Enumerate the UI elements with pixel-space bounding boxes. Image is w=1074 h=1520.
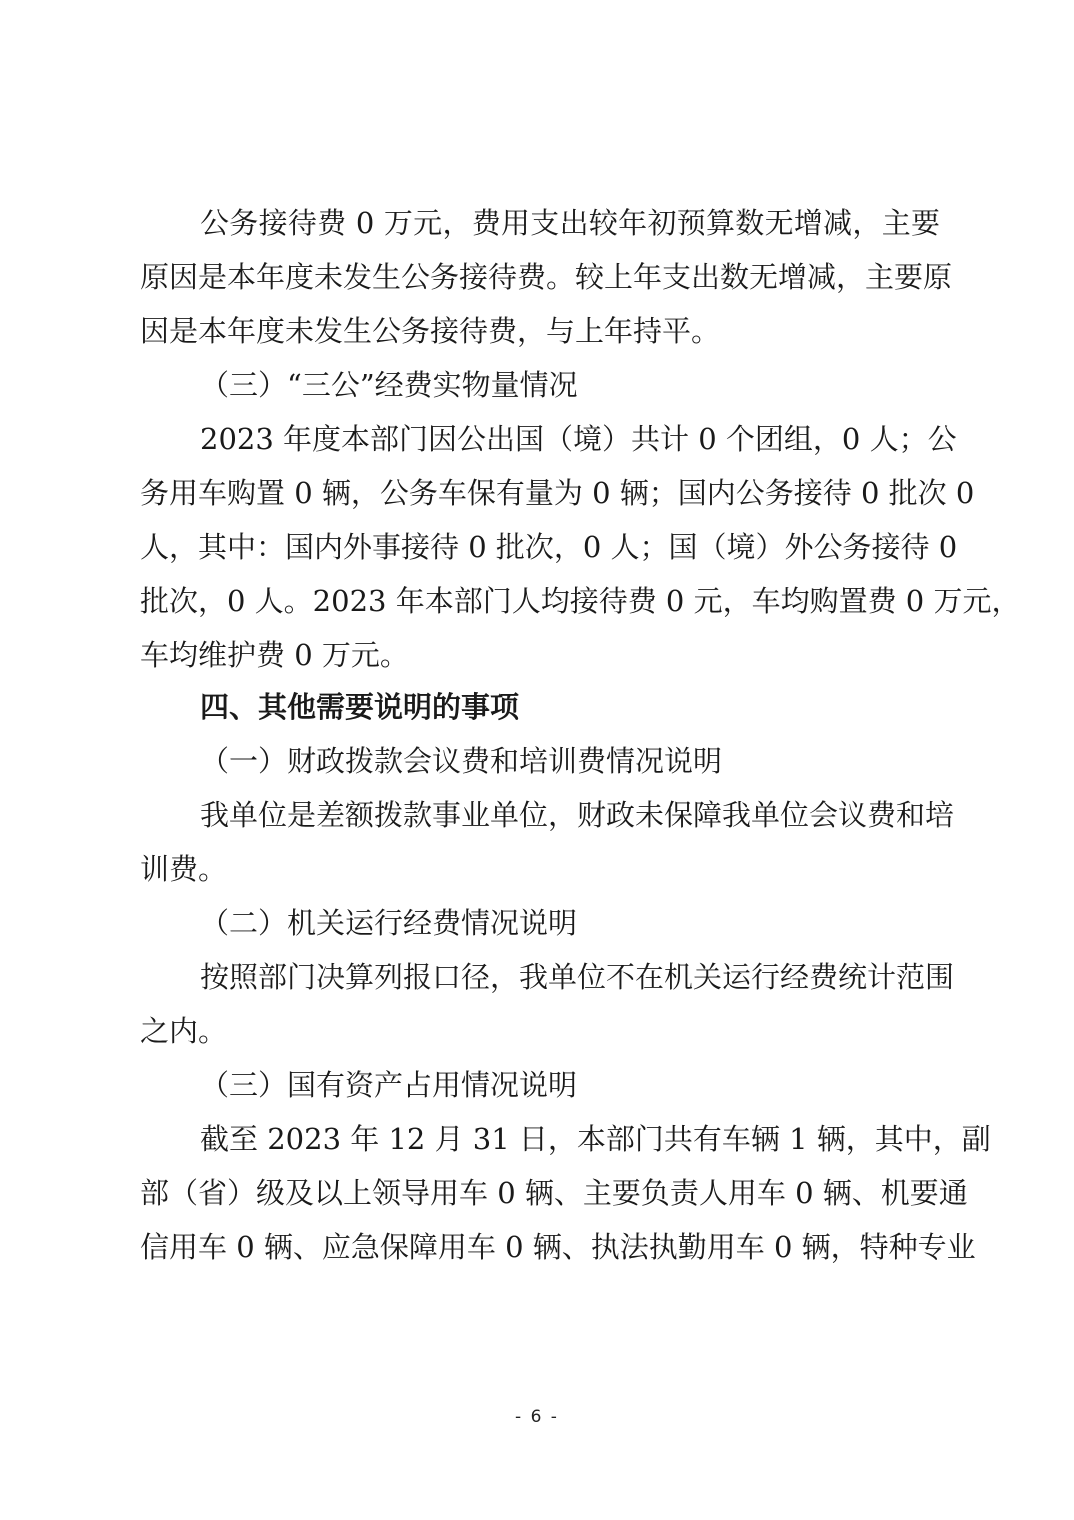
paragraph-line: 2023 年度本部门因公出国（境）共计 0 个团组，0 人；公 <box>200 422 957 456</box>
page-number: - 6 - <box>515 1407 559 1427</box>
paragraph-line: 原因是本年度未发生公务接待费。较上年支出数无增减，主要原 <box>140 260 953 294</box>
paragraph-line: 因是本年度未发生公务接待费，与上年持平。 <box>140 314 721 348</box>
paragraph-line: 部（省）级及以上领导用车 0 辆、主要负责人用车 0 辆、机要通 <box>140 1176 968 1210</box>
subsection-heading: （二）机关运行经费情况说明 <box>200 906 578 940</box>
paragraph-line: 信用车 0 辆、应急保障用车 0 辆、执法执勤用车 0 辆，特种专业 <box>140 1230 976 1264</box>
paragraph-line: 务用车购置 0 辆，公务车保有量为 0 辆；国内公务接待 0 批次 0 <box>140 476 975 510</box>
paragraph-line: 我单位是差额拨款事业单位，财政未保障我单位会议费和培 <box>200 798 955 832</box>
paragraph-line: 公务接待费 0 万元，费用支出较年初预算数无增减，主要 <box>200 206 940 240</box>
paragraph-line: 车均维护费 0 万元。 <box>140 638 409 672</box>
subsection-heading: （三）“三公”经费实物量情况 <box>200 368 578 402</box>
paragraph-line: 训费。 <box>140 852 228 886</box>
paragraph-line: 之内。 <box>140 1014 228 1048</box>
paragraph-line: 截至 2023 年 12 月 31 日，本部门共有车辆 1 辆，其中，副 <box>200 1122 991 1156</box>
paragraph-line: 按照部门决算列报口径，我单位不在机关运行经费统计范围 <box>200 960 955 994</box>
paragraph-line: 批次，0 人。2023 年本部门人均接待费 0 元，车均购置费 0 万元， <box>140 584 1021 618</box>
paragraph-line: 人，其中：国内外事接待 0 批次，0 人；国（境）外公务接待 0 <box>140 530 958 564</box>
subsection-heading: （三）国有资产占用情况说明 <box>200 1068 578 1102</box>
section-heading: 四、其他需要说明的事项 <box>200 690 520 724</box>
subsection-heading: （一）财政拨款会议费和培训费情况说明 <box>200 744 723 778</box>
